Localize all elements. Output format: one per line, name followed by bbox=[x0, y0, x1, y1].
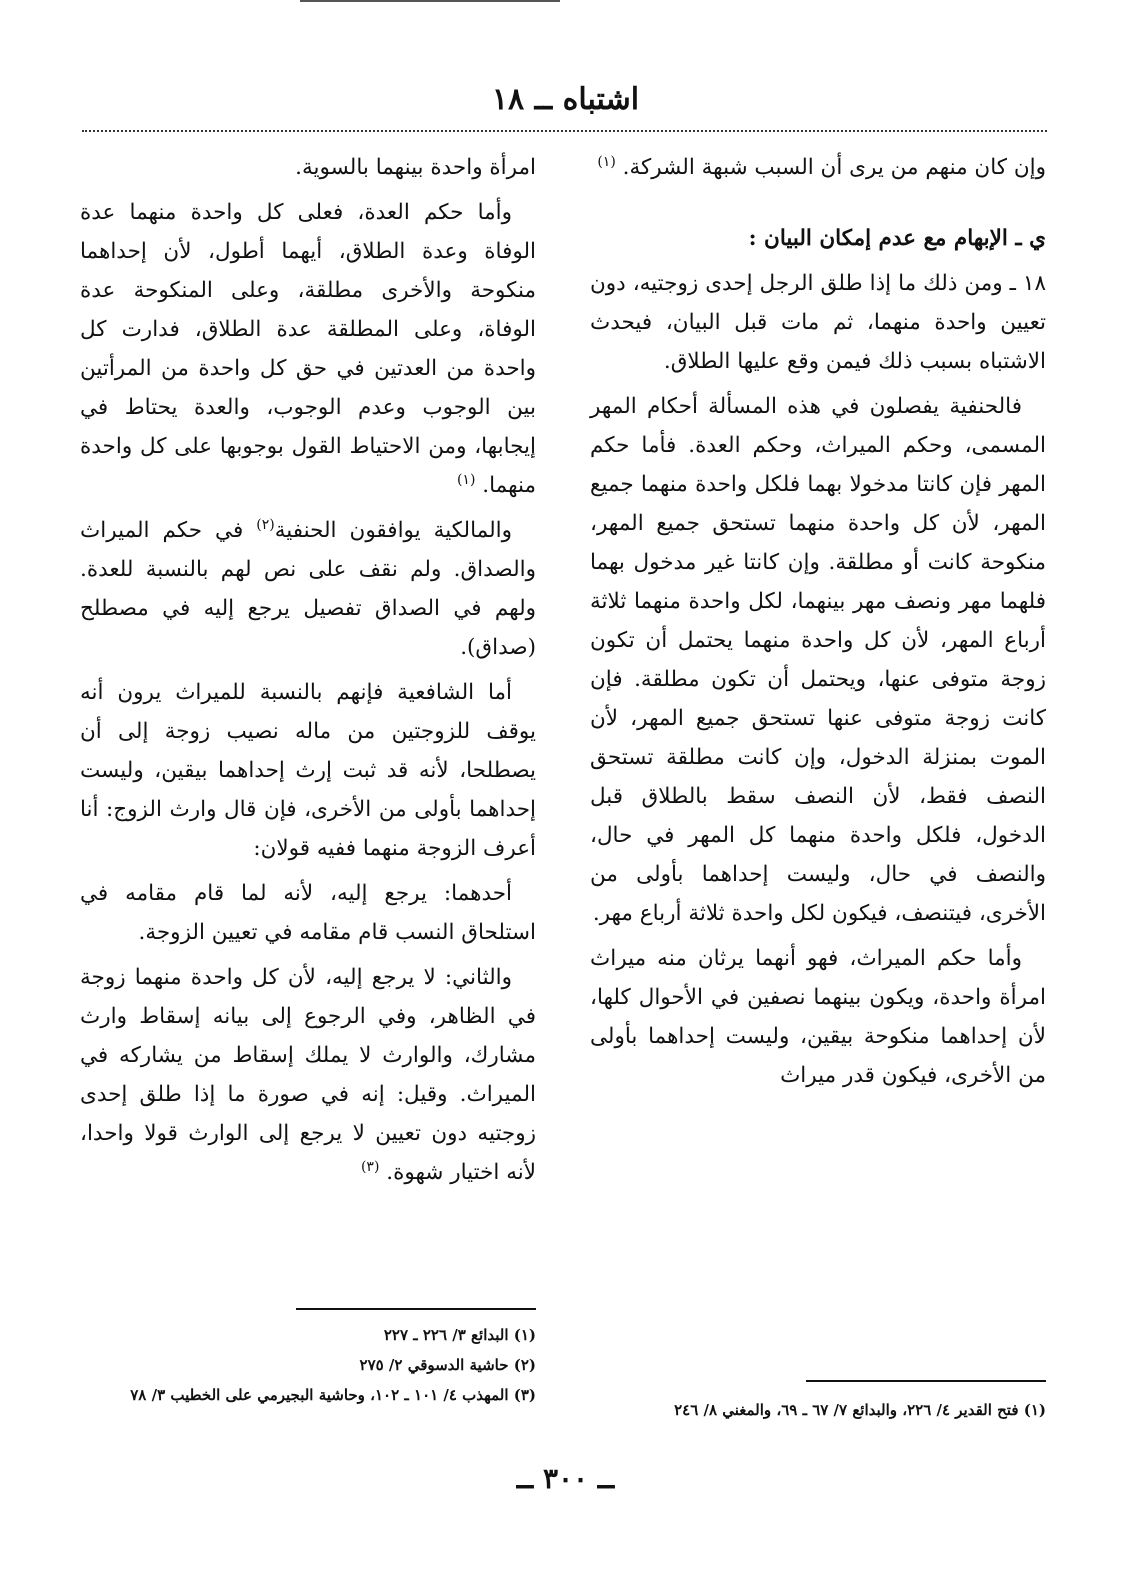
right-column bbox=[590, 148, 1046, 1101]
left-paragraph-5: أحدهما: يرجع إليه، لأنه لما قام مقامه في استلحاق النسب قام مقامه في تعيين الزوجة. bbox=[80, 881, 536, 945]
left-paragraph-3: والمالكية يوافقون الحنفية$^{(٢)}$ في حكم الميراث والصداق. ولم نقف على نص لهم بالنسبة للعدة. ولهم في الصداق تفصيل يرجع إليه في مصطلح (صداق). bbox=[80, 516, 536, 660]
page-number: ــ ٣٠٠ ــ bbox=[516, 1462, 615, 1495]
footnote: (٢) حاشية الدسوقي ٢/ ٢٧٥ bbox=[359, 1356, 536, 1374]
running-title: اشتباه ــ ١٨ bbox=[491, 82, 640, 117]
right-paragraph-4: وأما حكم الميراث، فهو أنهما يرثان منه ميراث امرأة واحدة، ويكون بينهما نصفين في الأحوال كلها، لأن إحداهما منكوحة بيقين، وليست إحداهما بأولى من الأخرى، فيكون قدر ميراث bbox=[590, 946, 1046, 1088]
footnote-separator-left bbox=[296, 1308, 536, 1310]
footnote-separator-right bbox=[806, 1380, 1046, 1382]
footnote-ref: (١) bbox=[597, 153, 616, 170]
header-dotted-rule bbox=[82, 130, 1047, 132]
right-paragraph-2: ١٨ ـ ومن ذلك ما إذا طلق الرجل إحدى زوجتيه، دون تعيين واحدة منهما، ثم مات قبل البيان، فيحدث الاشتباه بسبب ذلك فيمن وقع عليها الطلاق. bbox=[590, 271, 1046, 374]
left-paragraph-6: والثاني: لا يرجع إليه، لأن كل واحدة منهما زوجة في الظاهر، وفي الرجوع إلى بيانه إسقاط وارث مشارك، والوارث لا يملك إسقاط من يشاركه في الميراث. وقيل: إنه في صورة ما إذا طلق إحدى زوجتيه دون تعيين لا يرجع إلى الوارث قولا واحدا، لأنه اختيار شهوة. $^{(٣)}$ bbox=[80, 965, 536, 1185]
footnote: (١) فتح القدير ٤/ ٢٢٦، والبدائع ٧/ ٦٧ ـ ٦٩، والمغني ٨/ ٢٤٦ bbox=[674, 1401, 1046, 1419]
section-heading: ي ـ الإبهام مع عدم إمكان البيان : bbox=[748, 226, 1046, 251]
footnotes-left bbox=[80, 1320, 536, 1410]
right-paragraph-3: فالحنفية يفصلون في هذه المسألة أحكام المهر المسمى، وحكم الميراث، وحكم العدة. فأما حكم المهر فإن كانتا مدخولا بهما فلكل واحدة منهما جميع المهر، لأن كل واحدة منهما تستحق جميع المهر، منكوحة كانت أو مطلقة. وإن كانتا غير مدخول بهما فلهما مهر ونصف مهر بينهما، لكل واحدة منهما ثلاثة أرباع المهر، لأن كل واحدة منهما يحتمل أن تكون زوجة متوفى عنها، ويحتمل أن تكون مطلقة. فإن كانت زوجة متوفى عنها تستحق جميع المهر، لأن الموت بمنزلة الدخول، وإن كانت مطلقة تستحق النصف فقط، لأن النصف سقط بالطلاق قبل الدخول، فلكل واحدة منهما كل المهر في حال، والنصف في حال، وليست إحداهما بأولى من الأخرى، فيتنصف، فيكون لكل واحدة ثلاثة أرباع مهر. bbox=[590, 394, 1046, 926]
left-paragraph-1: امرأة واحدة بينهما بالسوية. bbox=[295, 155, 536, 180]
left-column bbox=[80, 148, 536, 1198]
footnote: (١) البدائع ٣/ ٢٢٦ ـ ٢٢٧ bbox=[383, 1326, 536, 1344]
left-paragraph-4: أما الشافعية فإنهم بالنسبة للميراث يرون أنه يوقف للزوجتين من ماله نصيب زوجة إلى أن يصطلحا، لأنه قد ثبت إرث إحداهما بيقين، وليست إحداهما بأولى من الأخرى، فإن قال وارث الزوج: أنا أعرف الزوجة منهما ففيه قولان: bbox=[80, 680, 536, 861]
top-edge-line bbox=[300, 0, 560, 2]
left-paragraph-2: وأما حكم العدة، فعلى كل واحدة منهما عدة الوفاة وعدة الطلاق، أيهما أطول، لأن إحداهما منكوحة والأخرى مطلقة، وعلى المنكوحة عدة الوفاة، وعلى المطلقة عدة الطلاق، فدارت كل واحدة من العدتين في حق كل واحدة من المرأتين بين الوجوب وعدم الوجوب، والعدة يحتاط في إيجابها، ومن الاحتياط القول بوجوبها على كل واحدة منهما. $^{(١)}$ bbox=[80, 200, 536, 498]
right-paragraph-1: وإن كان منهم من يرى أن السبب شبهة الشركة. $^{(١)}$ bbox=[597, 153, 1046, 180]
footnote-ref: (٣) bbox=[360, 1158, 380, 1175]
footnote-ref: (١) bbox=[456, 471, 476, 488]
footnotes-right bbox=[590, 1395, 1046, 1425]
footnote: (٣) المهذب ٤/ ١٠١ ـ ١٠٢، وحاشية البجيرمي على الخطيب ٣/ ٧٨ bbox=[130, 1386, 536, 1404]
footnote-ref: (٢) bbox=[256, 516, 275, 533]
